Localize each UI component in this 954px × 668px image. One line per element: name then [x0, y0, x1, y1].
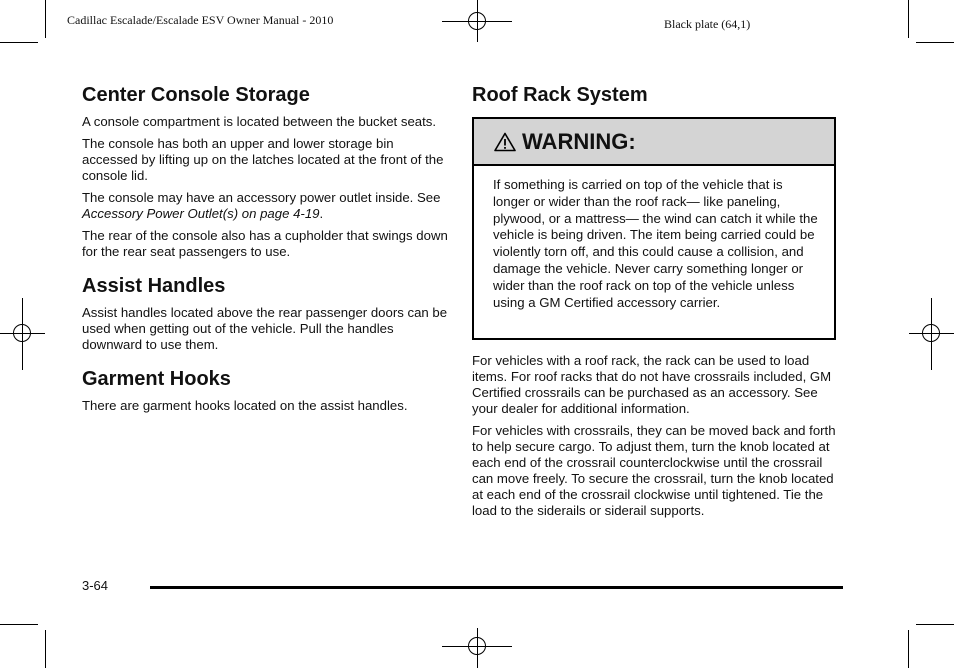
warning-box: [472, 117, 836, 340]
assist-handles-heading: Assist Handles: [82, 275, 226, 297]
garment-hooks-heading: Garment Hooks: [82, 368, 231, 390]
roof-rack-p1: For vehicles with a roof rack, the rack can be used to load items. For roof racks that do not have crossrails included, GM Certified crossrails can be purchased as an accessory. See your dealer for additional information.: [472, 353, 832, 416]
page-number: 3-64: [82, 578, 109, 593]
manual-title: Cadillac Escalade/Escalade ESV Owner Manual - 2010: [67, 13, 334, 27]
center-console-p3: [82, 190, 448, 222]
plate-label: Black plate (64,1): [664, 17, 751, 31]
warning-title: WARNING:: [522, 128, 636, 154]
warning-triangle-icon: [494, 132, 516, 152]
footer-rule: [150, 586, 843, 589]
warning-text: If something is carried on top of the vehicle that is longer or wider than the roof rack— like paneling, plywood, or a mattress— the wind can catch it while the vehicle is being driven. The item being carried could be violently torn off, and this could cause a collision, and damage the vehicle. Never carry something longer or wider than the roof rack on top of the vehicle unless using a GM Certified accessory carrier.: [493, 177, 818, 310]
p3-end: .: [319, 206, 324, 221]
center-console-p1: A console compartment is located between the bucket seats.: [82, 114, 437, 129]
assist-handles-p1: Assist handles located above the rear passenger doors can be used when getting out of the vehicle. Pull the handles downward to use them.: [82, 305, 448, 352]
warning-header: [474, 119, 834, 166]
assist-handles-section: [82, 274, 448, 353]
roof-rack-body: [472, 353, 836, 525]
center-console-p4: The rear of the console also has a cupholder that swings down for the rear seat passengers to use.: [82, 228, 448, 259]
center-console-heading: Center Console Storage: [82, 84, 310, 106]
garment-hooks-p1: There are garment hooks located on the assist handles.: [82, 398, 408, 413]
power-outlet-reference[interactable]: Accessory Power Outlet(s) on page 4-19: [82, 206, 320, 221]
left-column: [82, 83, 448, 428]
roof-rack-heading: Roof Rack System: [472, 84, 648, 106]
center-console-p2: The console has both an upper and lower storage bin accessed by lifting up on the latches located at the front of the console lid.: [82, 136, 444, 183]
right-column: [472, 83, 836, 114]
p3-text: The console may have an accessory power outlet inside. See: [82, 190, 441, 205]
roof-rack-p2: For vehicles with crossrails, they can be moved back and forth to help secure cargo. To adjust them, turn the knob located at each end of the crossrail counterclockwise until the crossrail can move freely. To secure the crossrail, turn the knob located at each end of the crossrail clockwise until tightened. Tie the load to the siderails or siderail supports.: [472, 423, 836, 518]
center-console-section: [82, 83, 448, 260]
garment-hooks-section: [82, 367, 448, 414]
